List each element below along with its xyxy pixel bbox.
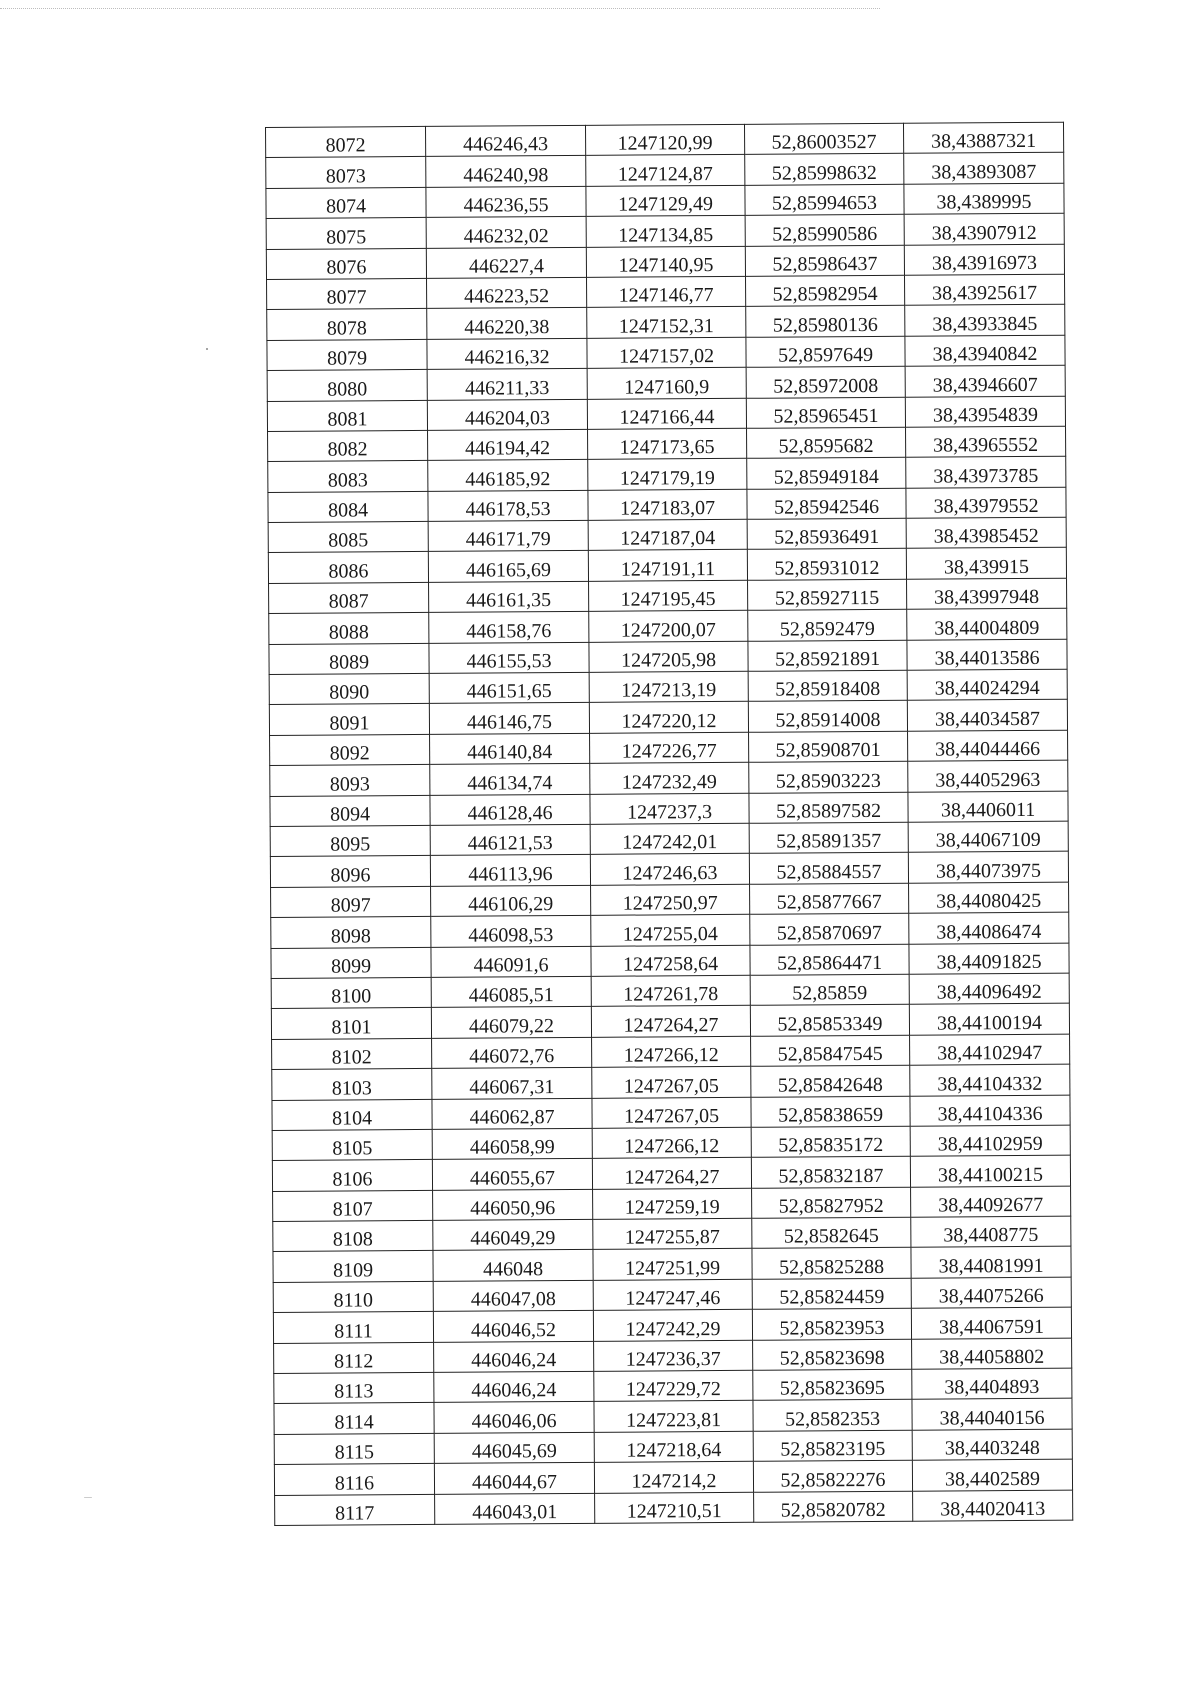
longitude-cell: 38,43887321 [903,122,1063,153]
latitude-cell: 52,85965451 [746,397,905,428]
point-number-cell: 8111 [273,1312,433,1343]
x-coordinate-cell: 446185,92 [428,460,588,491]
table-row [271,1004,1069,1040]
longitude-cell: 38,44040156 [912,1399,1072,1430]
x-coordinate-cell: 446178,53 [428,490,588,521]
x-coordinate-cell: 446047,08 [433,1280,593,1311]
point-number-cell: 8108 [273,1220,433,1251]
table-row [269,578,1067,614]
longitude-cell: 38,44075266 [911,1277,1071,1308]
latitude-cell: 52,85990586 [745,214,904,245]
table-row [271,943,1069,979]
point-number-cell: 8080 [267,370,427,401]
y-coordinate-cell: 1247237,3 [590,793,749,824]
point-number-cell: 8081 [267,400,427,431]
table-row [272,1095,1070,1131]
point-number-cell: 8099 [271,947,431,978]
longitude-cell: 38,43985452 [906,517,1066,548]
table-row [267,335,1065,371]
table-row [269,669,1067,705]
table-row [267,274,1065,310]
scan-edge-line [0,8,880,9]
table-row [270,730,1068,766]
latitude-cell: 52,85877667 [750,883,909,914]
latitude-cell: 52,85820782 [754,1491,913,1522]
y-coordinate-cell: 1247129,49 [586,185,745,216]
latitude-cell: 52,85835172 [751,1126,910,1157]
x-coordinate-cell: 446216,32 [427,338,587,369]
point-number-cell: 8092 [270,734,430,765]
x-coordinate-cell: 446236,55 [426,186,586,217]
point-number-cell: 8072 [266,126,426,157]
y-coordinate-cell: 1247266,12 [592,1127,751,1158]
longitude-cell: 38,43965552 [906,426,1066,457]
y-coordinate-cell: 1247200,07 [589,611,748,642]
y-coordinate-cell: 1247160,9 [587,367,746,398]
table-row [272,1064,1070,1100]
longitude-cell: 38,44044466 [908,730,1068,761]
point-number-cell: 8112 [274,1342,434,1373]
latitude-cell: 52,8595682 [747,427,906,458]
x-coordinate-cell: 446227,4 [426,247,586,278]
table-row [272,1034,1070,1070]
latitude-cell: 52,85897582 [749,792,908,823]
point-number-cell: 8093 [270,765,430,796]
x-coordinate-cell: 446046,24 [434,1371,594,1402]
table-row [275,1490,1073,1526]
x-coordinate-cell: 446134,74 [430,764,590,795]
y-coordinate-cell: 1247223,81 [594,1401,753,1432]
y-coordinate-cell: 1247226,77 [590,732,749,763]
x-coordinate-cell: 446232,02 [426,217,586,248]
latitude-cell: 52,85998632 [745,154,904,185]
x-coordinate-cell: 446058,99 [432,1128,592,1159]
x-coordinate-cell: 446043,01 [435,1493,595,1524]
point-number-cell: 8073 [266,157,426,188]
y-coordinate-cell: 1247258,64 [591,945,750,976]
latitude-cell: 52,85832187 [751,1157,910,1188]
y-coordinate-cell: 1247157,02 [587,337,746,368]
latitude-cell: 52,85822276 [753,1460,912,1491]
longitude-cell: 38,4403248 [912,1429,1072,1460]
longitude-cell: 38,43997948 [907,578,1067,609]
longitude-cell: 38,4404893 [912,1368,1072,1399]
point-number-cell: 8100 [271,977,431,1008]
longitude-cell: 38,44081991 [911,1247,1071,1278]
latitude-cell: 52,85824459 [752,1278,911,1309]
latitude-cell: 52,85908701 [749,731,908,762]
point-number-cell: 8104 [272,1099,432,1130]
table-row [270,852,1068,888]
point-number-cell: 8102 [272,1038,432,1069]
table-row [271,973,1069,1009]
longitude-cell: 38,4406011 [908,791,1068,822]
point-number-cell: 8095 [270,825,430,856]
coordinates-table-body [266,122,1073,1525]
longitude-cell: 38,43933845 [905,305,1065,336]
y-coordinate-cell: 1247218,64 [594,1431,753,1462]
y-coordinate-cell: 1247152,31 [587,307,746,338]
table-row [273,1307,1071,1343]
x-coordinate-cell: 446211,33 [427,368,587,399]
x-coordinate-cell: 446121,53 [430,824,590,855]
longitude-cell: 38,43940842 [905,335,1065,366]
x-coordinate-cell: 446140,84 [430,733,590,764]
longitude-cell: 38,44091825 [909,943,1069,974]
x-coordinate-cell: 446146,75 [429,703,589,734]
latitude-cell: 52,85994653 [745,184,904,215]
latitude-cell: 52,85864471 [750,944,909,975]
longitude-cell: 38,44020413 [913,1490,1073,1521]
point-number-cell: 8098 [271,917,431,948]
y-coordinate-cell: 1247191,11 [588,550,747,581]
x-coordinate-cell: 446204,03 [427,399,587,430]
longitude-cell: 38,43893087 [904,153,1064,184]
table-row [273,1216,1071,1252]
point-number-cell: 8113 [274,1372,434,1403]
scan-speck [206,348,208,350]
latitude-cell: 52,85859 [750,974,909,1005]
point-number-cell: 8079 [267,339,427,370]
latitude-cell: 52,85847545 [751,1035,910,1066]
point-number-cell: 8110 [273,1281,433,1312]
point-number-cell: 8089 [269,643,429,674]
table-row [266,153,1064,189]
y-coordinate-cell: 1247236,37 [594,1340,753,1371]
latitude-cell: 52,85914008 [748,701,907,732]
y-coordinate-cell: 1247267,05 [592,1066,751,1097]
x-coordinate-cell: 446161,35 [429,581,589,612]
x-coordinate-cell: 446158,76 [429,612,589,643]
x-coordinate-cell: 446048 [433,1250,593,1281]
table-row [267,365,1065,401]
y-coordinate-cell: 1247195,45 [589,580,748,611]
x-coordinate-cell: 446085,51 [431,976,591,1007]
coordinates-table [265,122,1073,1526]
y-coordinate-cell: 1247134,85 [586,215,745,246]
point-number-cell: 8085 [268,522,428,553]
x-coordinate-cell: 446194,42 [428,429,588,460]
table-row [274,1459,1072,1495]
longitude-cell: 38,43907912 [904,213,1064,244]
latitude-cell: 52,8597649 [746,336,905,367]
longitude-cell: 38,44102947 [910,1034,1070,1065]
x-coordinate-cell: 446050,96 [433,1189,593,1220]
longitude-cell: 38,439915 [906,548,1066,579]
y-coordinate-cell: 1247173,65 [588,428,747,459]
y-coordinate-cell: 1247255,04 [591,914,750,945]
y-coordinate-cell: 1247264,27 [591,1006,750,1037]
latitude-cell: 52,85936491 [747,518,906,549]
y-coordinate-cell: 1247242,29 [593,1310,752,1341]
table-row [273,1247,1071,1283]
longitude-cell: 38,44104332 [910,1064,1070,1095]
table-row [266,213,1064,249]
x-coordinate-cell: 446049,29 [433,1219,593,1250]
y-coordinate-cell: 1247124,87 [586,155,745,186]
latitude-cell: 52,85927115 [748,579,907,610]
y-coordinate-cell: 1247251,99 [593,1249,752,1280]
table-row [274,1338,1072,1374]
x-coordinate-cell: 446072,76 [432,1037,592,1068]
y-coordinate-cell: 1247179,19 [588,459,747,490]
y-coordinate-cell: 1247187,04 [588,519,747,550]
y-coordinate-cell: 1247266,12 [592,1036,751,1067]
point-number-cell: 8082 [268,430,428,461]
table-row [266,122,1064,158]
longitude-cell: 38,44104336 [910,1095,1070,1126]
table-row [267,305,1065,341]
y-coordinate-cell: 1247246,63 [590,854,749,885]
longitude-cell: 38,44013586 [907,639,1067,670]
point-number-cell: 8117 [275,1494,435,1525]
x-coordinate-cell: 446044,67 [434,1463,594,1494]
x-coordinate-cell: 446106,29 [431,885,591,916]
x-coordinate-cell: 446091,6 [431,946,591,977]
latitude-cell: 52,85823698 [753,1339,912,1370]
table-row [272,1155,1070,1191]
longitude-cell: 38,43973785 [906,456,1066,487]
point-number-cell: 8106 [272,1160,432,1191]
longitude-cell: 38,44052963 [908,760,1068,791]
longitude-cell: 38,44058802 [912,1338,1072,1369]
point-number-cell: 8087 [269,582,429,613]
table-row [274,1368,1072,1404]
latitude-cell: 52,85918408 [748,670,907,701]
longitude-cell: 38,44092677 [911,1186,1071,1217]
x-coordinate-cell: 446067,31 [432,1067,592,1098]
point-number-cell: 8086 [268,552,428,583]
longitude-cell: 38,44067109 [908,821,1068,852]
longitude-cell: 38,44096492 [909,973,1069,1004]
latitude-cell: 52,85903223 [749,761,908,792]
table-row [269,608,1067,644]
x-coordinate-cell: 446098,53 [431,916,591,947]
latitude-cell: 52,8592479 [748,610,907,641]
latitude-cell: 52,85921891 [748,640,907,671]
point-number-cell: 8107 [273,1190,433,1221]
longitude-cell: 38,44067591 [911,1307,1071,1338]
table-row [269,639,1067,675]
table-row [268,487,1066,523]
point-number-cell: 8090 [269,673,429,704]
longitude-cell: 38,44004809 [907,608,1067,639]
latitude-cell: 52,85982954 [746,275,905,306]
y-coordinate-cell: 1247120,99 [585,124,744,155]
y-coordinate-cell: 1247146,77 [587,276,746,307]
table-row [270,791,1068,827]
latitude-cell: 52,85972008 [746,366,905,397]
table-row [273,1277,1071,1313]
longitude-cell: 38,43979552 [906,487,1066,518]
table-row [266,183,1064,219]
y-coordinate-cell: 1247229,72 [594,1370,753,1401]
longitude-cell: 38,44034587 [907,700,1067,731]
y-coordinate-cell: 1247242,01 [590,823,749,854]
latitude-cell: 52,85949184 [747,458,906,489]
latitude-cell: 52,85853349 [750,1005,909,1036]
point-number-cell: 8116 [274,1464,434,1495]
longitude-cell: 38,4408775 [911,1216,1071,1247]
y-coordinate-cell: 1247247,46 [593,1279,752,1310]
point-number-cell: 8109 [273,1251,433,1282]
x-coordinate-cell: 446246,43 [425,125,585,156]
y-coordinate-cell: 1247205,98 [589,641,748,672]
x-coordinate-cell: 446155,53 [429,642,589,673]
longitude-cell: 38,43916973 [904,244,1064,275]
y-coordinate-cell: 1247214,2 [594,1461,753,1492]
x-coordinate-cell: 446220,38 [427,308,587,339]
latitude-cell: 52,85823195 [753,1430,912,1461]
table-row [270,760,1068,796]
point-number-cell: 8074 [266,187,426,218]
latitude-cell: 52,85825288 [752,1248,911,1279]
latitude-cell: 52,8582645 [752,1217,911,1248]
latitude-cell: 52,85823695 [753,1369,912,1400]
table-row [274,1399,1072,1435]
y-coordinate-cell: 1247264,27 [592,1158,751,1189]
latitude-cell: 52,85980136 [746,306,905,337]
y-coordinate-cell: 1247261,78 [591,975,750,1006]
y-coordinate-cell: 1247220,12 [589,702,748,733]
point-number-cell: 8097 [271,886,431,917]
point-number-cell: 8101 [271,1008,431,1039]
x-coordinate-cell: 446046,24 [434,1341,594,1372]
y-coordinate-cell: 1247183,07 [588,489,747,520]
table-row [272,1125,1070,1161]
longitude-cell: 38,43954839 [905,396,1065,427]
point-number-cell: 8075 [266,218,426,249]
x-coordinate-cell: 446151,65 [429,672,589,703]
latitude-cell: 52,85870697 [750,913,909,944]
longitude-cell: 38,4389995 [904,183,1064,214]
x-coordinate-cell: 446165,69 [428,551,588,582]
table-row [271,882,1069,918]
point-number-cell: 8115 [274,1433,434,1464]
scan-speck [84,1497,92,1498]
table-row [268,548,1066,584]
table-row [268,517,1066,553]
point-number-cell: 8091 [269,704,429,735]
latitude-cell: 52,85827952 [752,1187,911,1218]
y-coordinate-cell: 1247166,44 [587,398,746,429]
x-coordinate-cell: 446171,79 [428,520,588,551]
y-coordinate-cell: 1247250,97 [591,884,750,915]
table-row [266,244,1064,280]
point-number-cell: 8096 [270,856,430,887]
longitude-cell: 38,44080425 [909,882,1069,913]
x-coordinate-cell: 446240,98 [426,156,586,187]
longitude-cell: 38,44100194 [909,1004,1069,1035]
y-coordinate-cell: 1247232,49 [590,763,749,794]
x-coordinate-cell: 446045,69 [434,1432,594,1463]
table-row [269,700,1067,736]
table-row [267,396,1065,432]
table-row [274,1429,1072,1465]
point-number-cell: 8083 [268,461,428,492]
x-coordinate-cell: 446062,87 [432,1098,592,1129]
latitude-cell: 52,85942546 [747,488,906,519]
y-coordinate-cell: 1247140,95 [586,246,745,277]
table-row [270,821,1068,857]
point-number-cell: 8105 [272,1129,432,1160]
y-coordinate-cell: 1247255,87 [593,1218,752,1249]
longitude-cell: 38,44024294 [907,669,1067,700]
longitude-cell: 38,4402589 [912,1459,1072,1490]
table-row [268,456,1066,492]
longitude-cell: 38,44102959 [910,1125,1070,1156]
point-number-cell: 8084 [268,491,428,522]
x-coordinate-cell: 446055,67 [432,1159,592,1190]
longitude-cell: 38,43946607 [905,365,1065,396]
longitude-cell: 38,44073975 [908,852,1068,883]
x-coordinate-cell: 446113,96 [430,855,590,886]
longitude-cell: 38,44100215 [910,1155,1070,1186]
latitude-cell: 52,85823953 [752,1308,911,1339]
point-number-cell: 8076 [266,248,426,279]
x-coordinate-cell: 446046,06 [434,1402,594,1433]
point-number-cell: 8077 [267,278,427,309]
longitude-cell: 38,43925617 [904,274,1064,305]
table-row [273,1186,1071,1222]
x-coordinate-cell: 446079,22 [431,1007,591,1038]
x-coordinate-cell: 446046,52 [433,1311,593,1342]
latitude-cell: 52,85891357 [749,822,908,853]
point-number-cell: 8114 [274,1403,434,1434]
table-row [271,912,1069,948]
y-coordinate-cell: 1247267,05 [592,1097,751,1128]
point-number-cell: 8103 [272,1069,432,1100]
point-number-cell: 8094 [270,795,430,826]
latitude-cell: 52,85931012 [747,549,906,580]
x-coordinate-cell: 446128,46 [430,794,590,825]
point-number-cell: 8078 [267,309,427,340]
y-coordinate-cell: 1247213,19 [589,671,748,702]
latitude-cell: 52,86003527 [744,123,903,154]
y-coordinate-cell: 1247210,51 [595,1492,754,1523]
longitude-cell: 38,44086474 [909,912,1069,943]
table-row [268,426,1066,462]
latitude-cell: 52,85986437 [745,245,904,276]
latitude-cell: 52,85842648 [751,1065,910,1096]
latitude-cell: 52,85884557 [749,853,908,884]
latitude-cell: 52,85838659 [751,1096,910,1127]
point-number-cell: 8088 [269,613,429,644]
latitude-cell: 52,8582353 [753,1400,912,1431]
x-coordinate-cell: 446223,52 [427,277,587,308]
y-coordinate-cell: 1247259,19 [593,1188,752,1219]
